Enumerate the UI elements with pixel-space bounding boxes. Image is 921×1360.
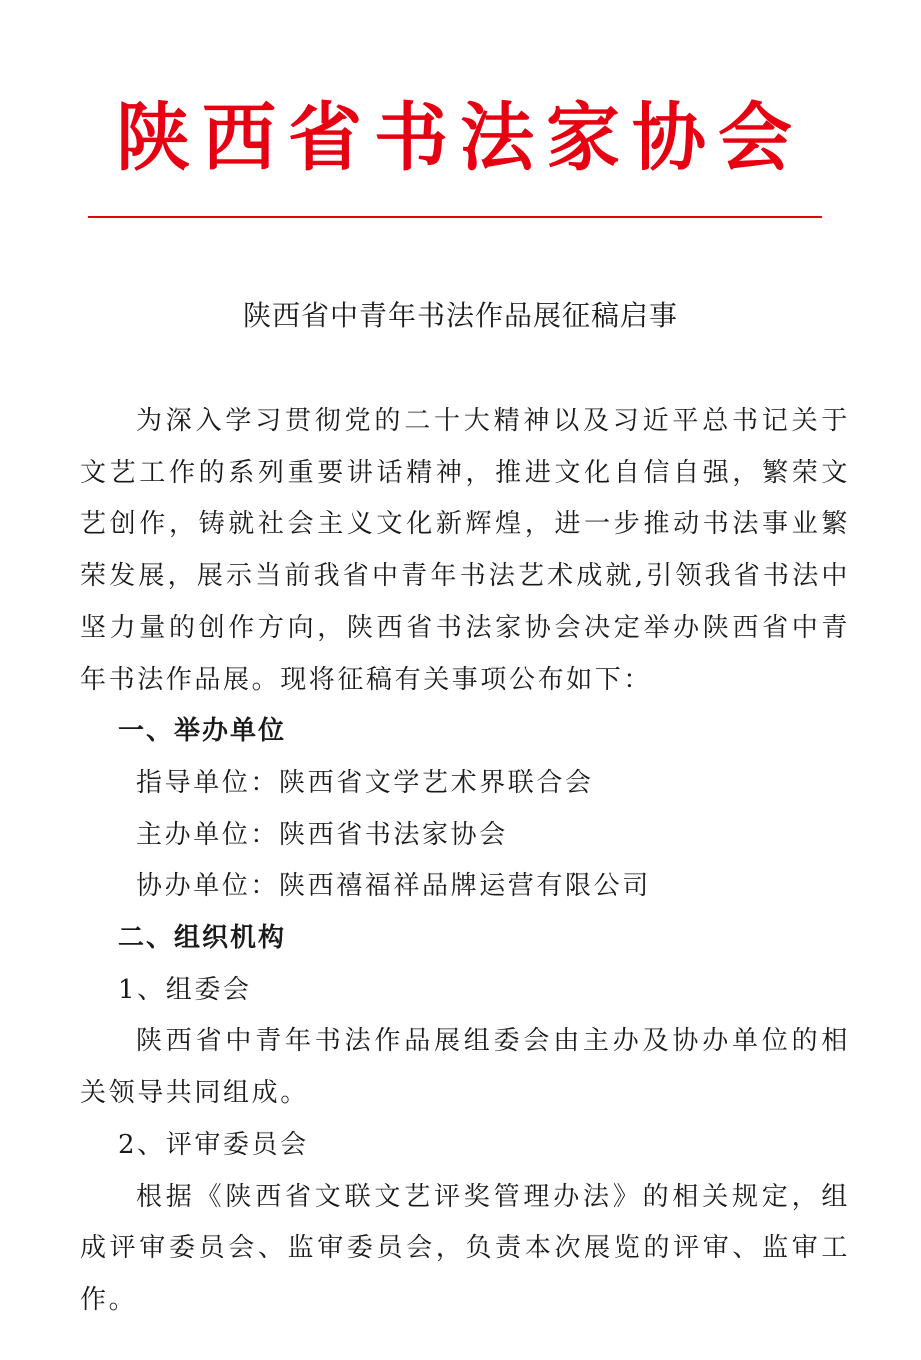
organizer-host-unit: 主办单位：陕西省书法家协会 xyxy=(136,819,508,850)
organizer-co-host-unit: 协办单位：陕西禧福祥品牌运营有限公司 xyxy=(136,871,651,902)
document-title: 陕西省中青年书法作品展征稿启事 xyxy=(242,299,678,332)
organizer-guiding-unit: 指导单位：陕西省文学艺术界联合会 xyxy=(136,767,594,798)
organization-letterhead: 陕西省书法家协会 xyxy=(116,95,804,181)
jury-paragraph: 根据《陕西省文联文艺评奖管理办法》的相关规定，组成评审委员会、监审委员会，负责本次展览的评审、监审工作。 xyxy=(80,1181,850,1315)
document-body xyxy=(80,396,850,1327)
section-heading-organizers: 一、举办单位 xyxy=(118,716,287,747)
intro-paragraph: 为深入学习贯彻党的二十大精神以及习近平总书记关于文艺工作的系列重要讲话精神，推进文化自信自强，繁荣文艺创作，铸就社会主义文化新辉煌，进一步推动书法事业繁荣发展，展示当前我省中青年书法艺术成就,引领我省书法中坚力量的创作方向，陕西省书法家协会决定举办陕西省中青年书法作品展。现将征稿有关事项公布如下： xyxy=(80,406,850,695)
letterhead-divider xyxy=(88,216,822,218)
committee-paragraph: 陕西省中青年书法作品展组委会由主办及协办单位的相关领导共同组成。 xyxy=(80,1026,850,1109)
section-heading-organization: 二、组织机构 xyxy=(118,923,287,954)
subsection-heading-jury: 2、评审委员会 xyxy=(118,1129,309,1160)
subsection-heading-committee: 1、组委会 xyxy=(118,974,252,1005)
